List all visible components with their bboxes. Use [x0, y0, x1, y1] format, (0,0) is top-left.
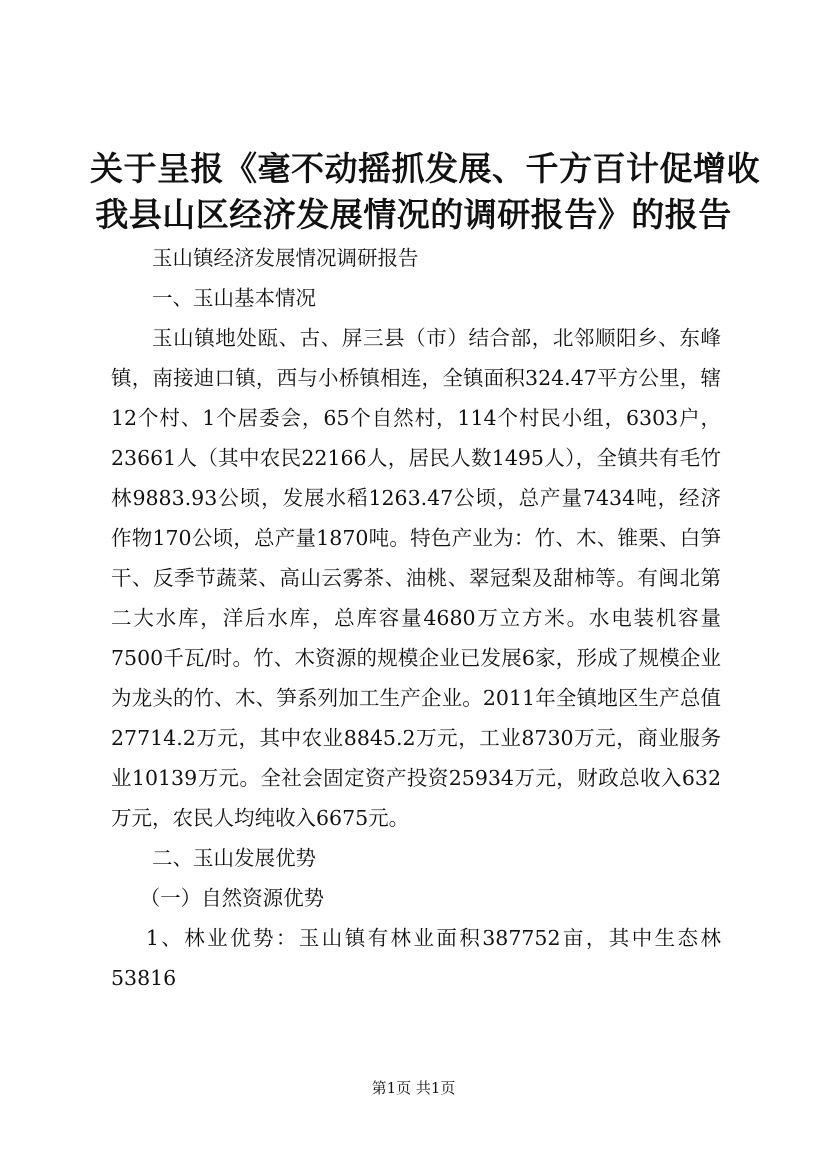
section-1-heading: 一、玉山基本情况: [152, 286, 316, 310]
section-2-heading: 二、玉山发展优势: [152, 846, 316, 870]
title-line-2: 我县山区经济发展情况的调研报告》的报告: [95, 195, 732, 234]
section-2-subheading-1: （一）自然资源优势: [139, 886, 325, 910]
document-body: [111, 238, 721, 998]
section-1-paragraph: 玉山镇地处瓯、古、屏三县（市）结合部，北邻顺阳乡、东峰镇，南接迪口镇，西与小桥镇相连，全镇面积324.47平方公里，辖12个村、1个居委会，65个自然村，114个村民小组，6303户，23661人（其中农民22166人，居民人数1495人），全镇共有毛竹林9883.93公顷，发展水稻1263.47公顷，总产量7434吨，经济作物170公顷，总产量1870吨。特色产业为：竹、木、锥栗、白笋干、反季节蔬菜、高山云雾茶、油桃、翠冠梨及甜柿等。有闽北第二大水库，洋后水库，总库容量4680万立方米。水电装机容量7500千瓦/时。竹、木资源的规模企业已发展6家，形成了规模企业为龙头的竹、木、笋系列加工生产企业。2011年全镇地区生产总值27714.2万元，其中农业8845.2万元，工业8730万元，商业服务业10139万元。全社会固定资产投资25934万元，财政总收入632万元，农民人均纯收入6675元。: [111, 326, 721, 830]
page-footer: 第1页 共1页: [371, 1079, 456, 1097]
document-title: [90, 146, 760, 238]
title-line-1: 关于呈报《毫不动摇抓发展、千方百计促增收: [90, 149, 760, 188]
report-subtitle: 玉山镇经济发展情况调研报告: [152, 246, 419, 270]
section-2-item-1: 1、林业优势：玉山镇有林业面积387752亩，其中生态林53816: [111, 926, 721, 990]
